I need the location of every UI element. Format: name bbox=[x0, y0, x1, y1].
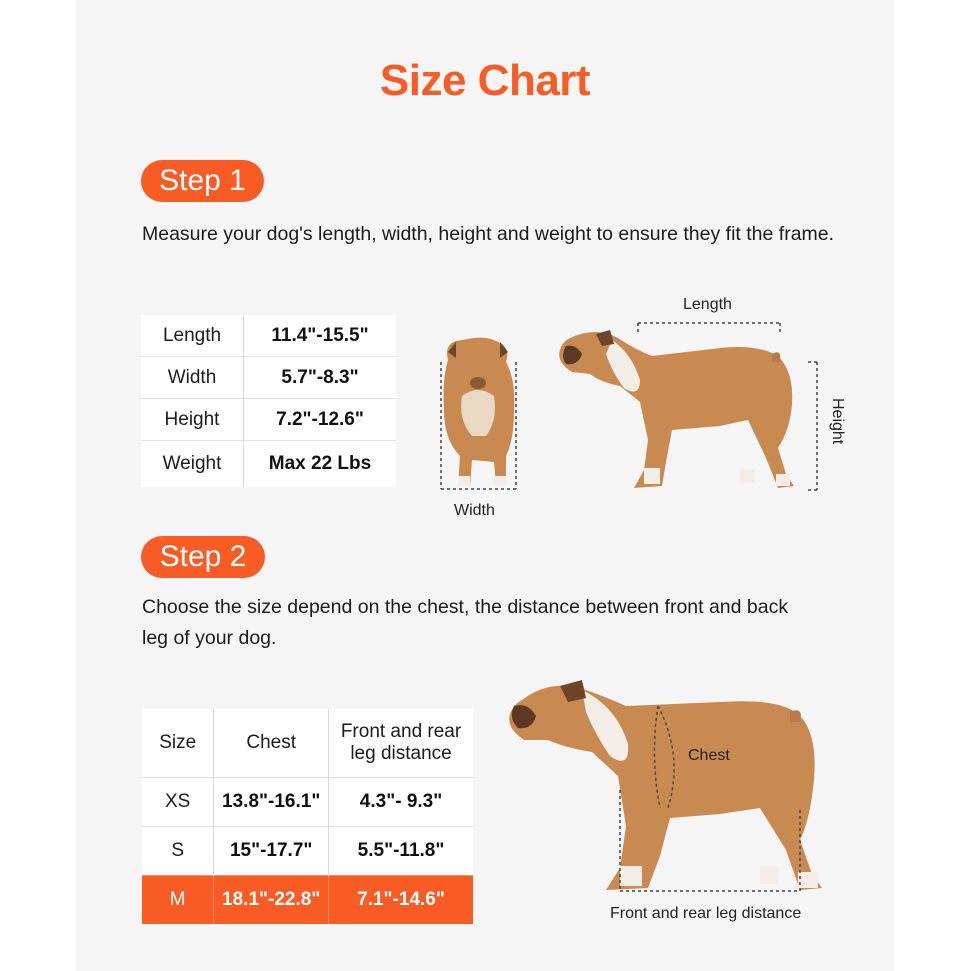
chest-cell: 13.8"-16.1" bbox=[214, 778, 329, 827]
measure-label: Length bbox=[141, 315, 244, 357]
dog-rear-view-image bbox=[444, 338, 515, 486]
measure-value: 5.7"-8.3" bbox=[244, 357, 397, 399]
measure-label: Weight bbox=[141, 441, 244, 488]
header-chest: Chest bbox=[214, 709, 329, 778]
size-cell: S bbox=[142, 827, 214, 876]
length-label: Length bbox=[683, 296, 732, 313]
step2-badge: Step 2 bbox=[141, 536, 265, 578]
width-label: Width bbox=[454, 502, 495, 519]
page-title: Size Chart bbox=[379, 56, 591, 105]
measure-value: 7.2"-12.6" bbox=[244, 399, 397, 441]
leg-distance-cell: 7.1"-14.6" bbox=[329, 876, 473, 925]
size-cell: M bbox=[142, 876, 214, 925]
dog-side-view-image bbox=[559, 330, 794, 488]
height-label: Height bbox=[829, 398, 846, 445]
leg-distance-cell: 4.3"- 9.3" bbox=[329, 778, 473, 827]
step2-description-line1: Choose the size depend on the chest, the distance between front and back bbox=[142, 596, 789, 618]
header-leg-distance-line1: Front and rear bbox=[340, 721, 462, 742]
header-size: Size bbox=[142, 709, 214, 778]
table-row bbox=[142, 827, 473, 876]
size-table bbox=[142, 709, 473, 924]
chest-cell: 15"-17.7" bbox=[214, 827, 329, 876]
measure-label: Width bbox=[141, 357, 244, 399]
height-measure-lines bbox=[808, 362, 817, 490]
leg-distance-cell: 5.5"-11.8" bbox=[329, 827, 473, 876]
header-leg-distance-line2: leg distance bbox=[350, 743, 452, 764]
table-header-row bbox=[142, 709, 473, 778]
chest-label: Chest bbox=[688, 747, 730, 764]
step1-description: Measure your dog's length, width, height and weight to ensure they fit the frame. bbox=[142, 223, 835, 245]
length-measure-lines bbox=[638, 323, 780, 334]
table-row-highlighted bbox=[142, 876, 473, 925]
step1-badge: Step 1 bbox=[141, 160, 264, 202]
table-row bbox=[142, 778, 473, 827]
size-cell: XS bbox=[142, 778, 214, 827]
measure-value: Max 22 Lbs bbox=[244, 441, 397, 488]
step2-description bbox=[142, 592, 822, 654]
dog-chest-diagram-image bbox=[509, 680, 822, 890]
measure-label: Height bbox=[141, 399, 244, 441]
header-leg-distance bbox=[329, 709, 473, 778]
step2-description-line2: leg of your dog. bbox=[142, 627, 277, 649]
measure-value: 11.4"-15.5" bbox=[271, 324, 369, 346]
chest-cell: 18.1"-22.8" bbox=[214, 876, 329, 925]
leg-distance-label: Front and rear leg distance bbox=[610, 905, 802, 922]
